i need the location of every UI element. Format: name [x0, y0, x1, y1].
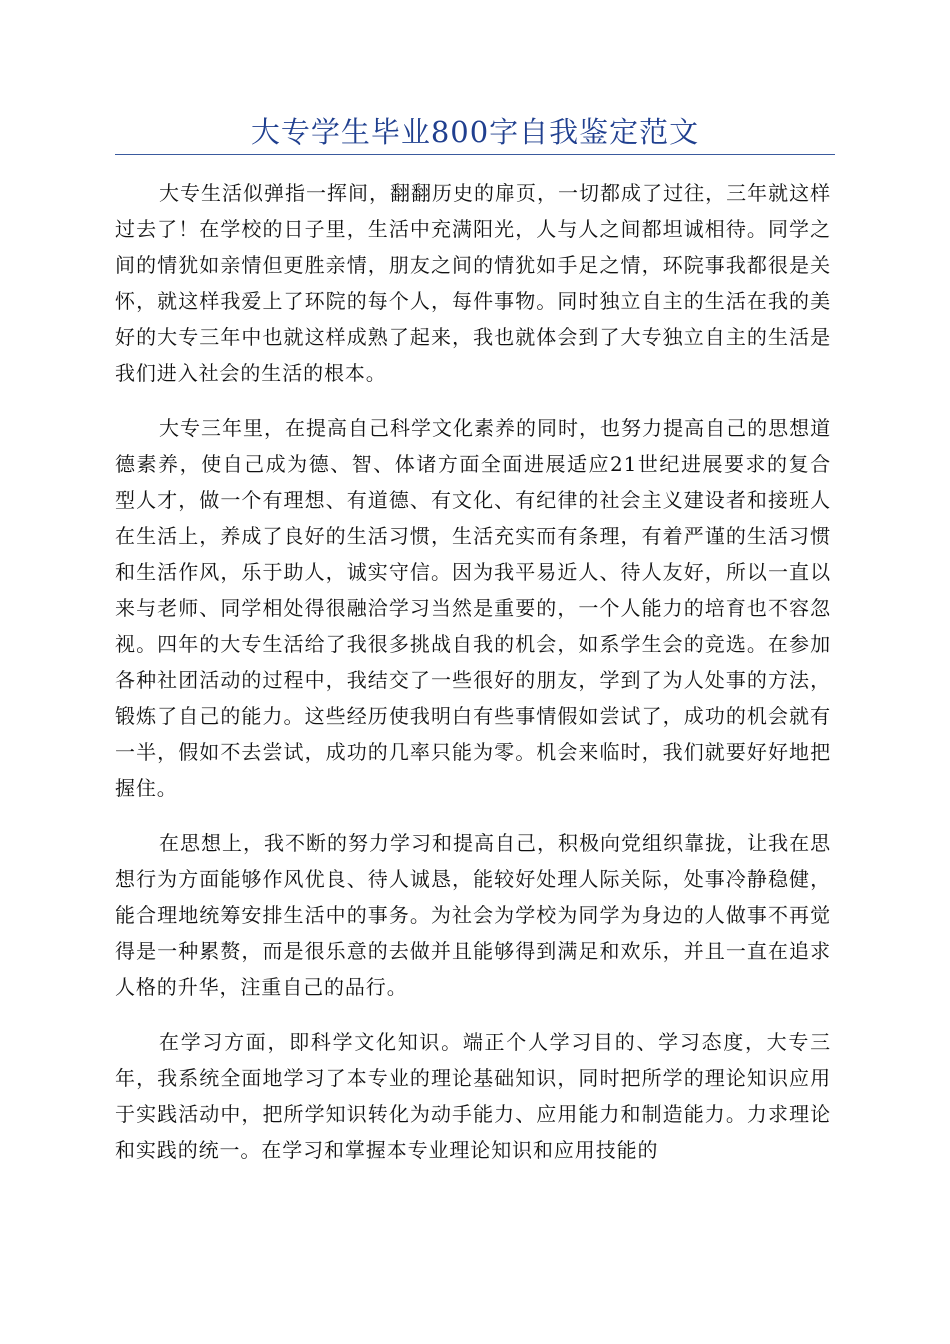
- paragraph-2: 大专三年里，在提高自己科学文化素养的同时，也努力提高自己的思想道德素养，使自己成为德、智、体诸方面全面进展适应21世纪进展要求的复合型人才，做一个有理想、有道德、有文化、有纪律的社会主义建设者和接班人在生活上，养成了良好的生活习惯，生活充实而有条理，有着严谨的生活习惯和生活作风，乐于助人，诚实守信。因为我平易近人、待人友好，所以一直以来与老师、同学相处得很融洽学习当然是重要的，一个人能力的培育也不容忽视。四年的大专生活给了我很多挑战自我的机会，如系学生会的竞选。在参加各种社团活动的过程中，我结交了一些很好的朋友，学到了为人处事的方法，锻炼了自己的能力。这些经历使我明白有些事情假如尝试了，成功的机会就有一半，假如不去尝试，成功的几率只能为零。机会来临时，我们就要好好地把握住。: [115, 416, 831, 800]
- paragraph-1: 大专生活似弹指一挥间，翻翻历史的扉页，一切都成了过往，三年就这样过去了！在学校的日子里，生活中充满阳光，人与人之间都坦诚相待。同学之间的情犹如亲情但更胜亲情，朋友之间的情犹如手足之情，环院事我都很是关怀，就这样我爱上了环院的每个人，每件事物。同时独立自主的生活在我的美好的大专三年中也就这样成熟了起来，我也就体会到了大专独立自主的生活是我们进入社会的生活的根本。: [115, 181, 831, 385]
- title-underline: [115, 154, 835, 155]
- paragraph-4: 在学习方面，即科学文化知识。端正个人学习目的、学习态度，大专三年，我系统全面地学习了本专业的理论基础知识，同时把所学的理论知识应用于实践活动中，把所学知识转化为动手能力、应用能力和制造能力。力求理论和实践的统一。在学习和掌握本专业理论知识和应用技能的: [115, 1030, 831, 1162]
- document-title: 大专学生毕业800字自我鉴定范文: [250, 115, 700, 149]
- document-body: [115, 175, 831, 1187]
- paragraph-3: 在思想上，我不断的努力学习和提高自己，积极向党组织靠拢，让我在思想行为方面能够作风优良、待人诚恳，能较好处理人际关际，处事冷静稳健，能合理地统筹安排生活中的事务。为社会为学校为同学为身边的人做事不再觉得是一种累赘，而是很乐意的去做并且能够得到满足和欢乐，并且一直在追求人格的升华，注重自己的品行。: [115, 831, 831, 999]
